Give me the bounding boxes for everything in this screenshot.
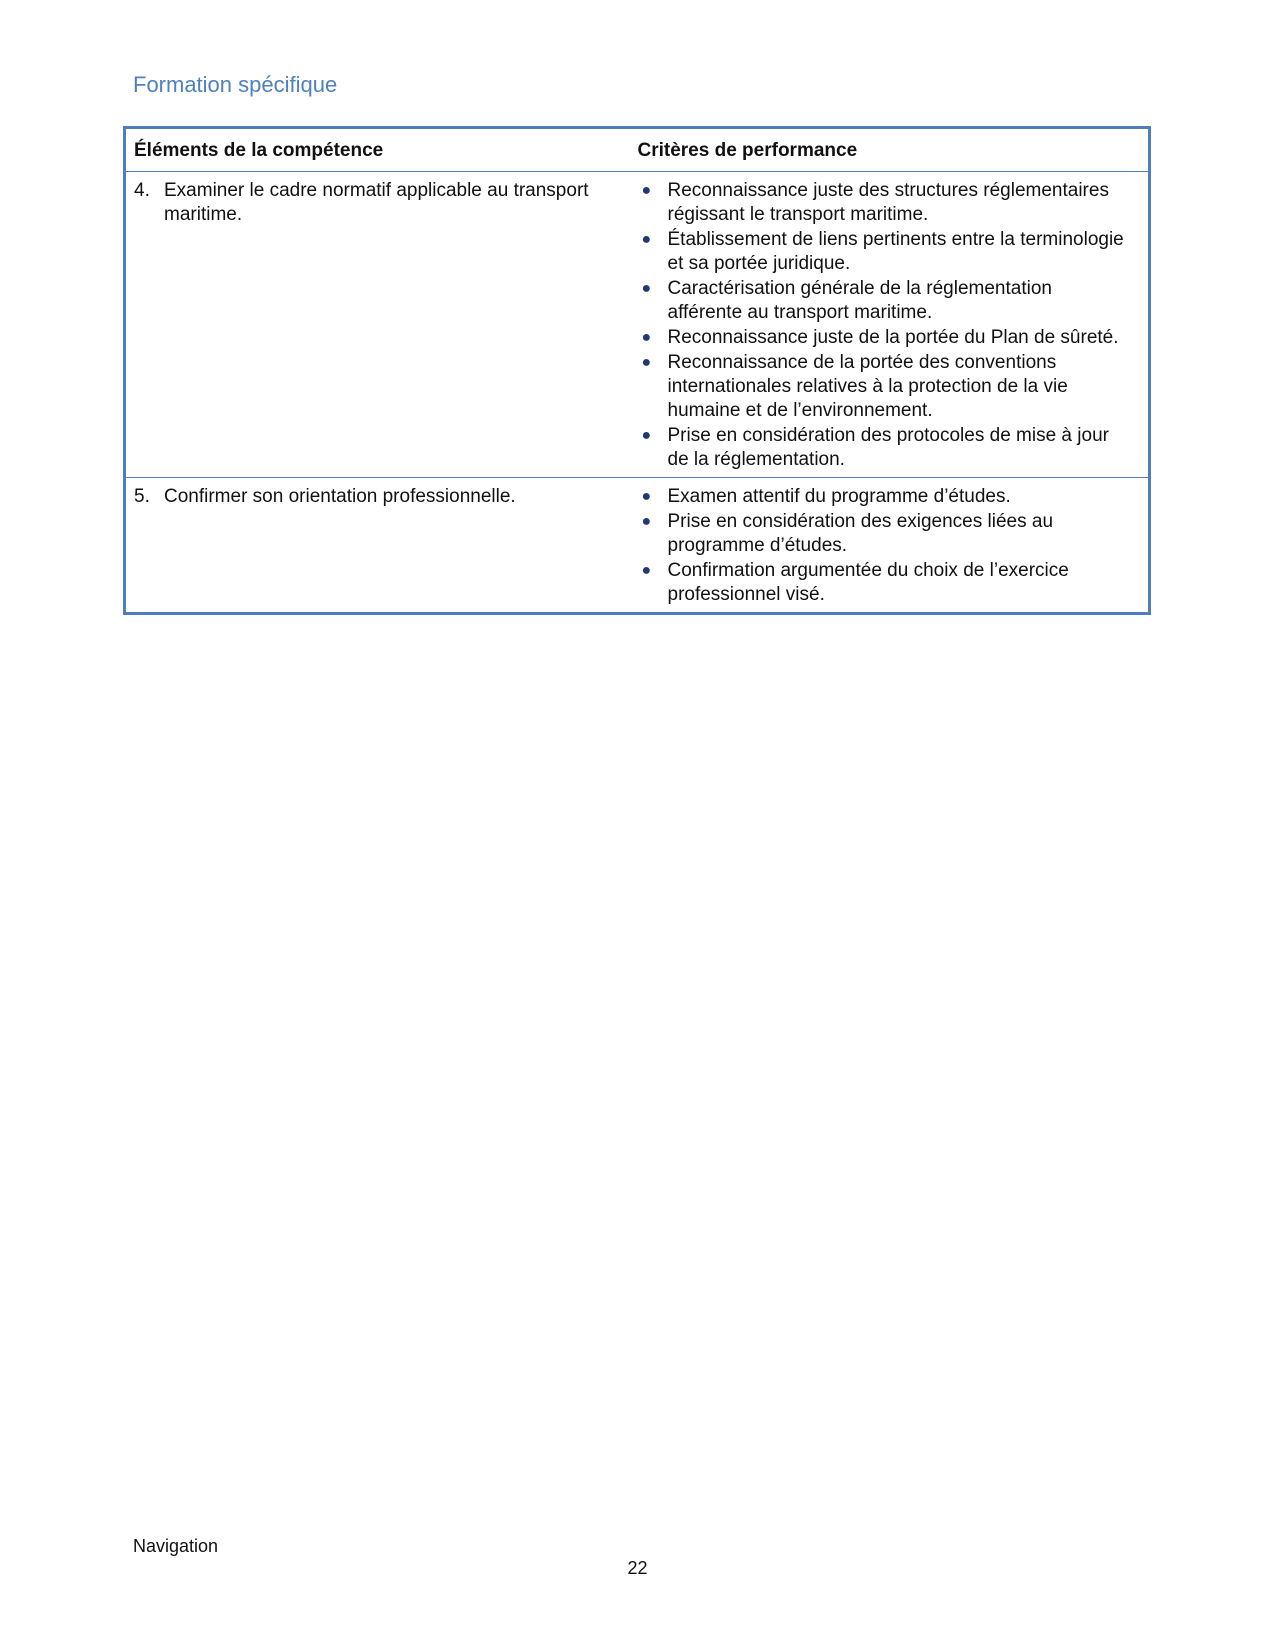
bullet-icon: ●: [641, 182, 652, 199]
element-number: 4.: [134, 180, 150, 201]
list-item: [639, 326, 1125, 350]
competence-table: [123, 126, 1151, 615]
bullet-icon: ●: [641, 562, 652, 579]
criterion-text: Confirmation argumentée du choix de l’exercice professionnel visé.: [667, 560, 1069, 605]
criteria-list: [639, 485, 1125, 607]
element-text: Confirmer son orientation professionnelle.: [164, 486, 516, 507]
criterion-text: Examen attentif du programme d’études.: [667, 486, 1011, 507]
bullet-icon: ●: [641, 231, 652, 248]
list-item: [639, 424, 1125, 472]
criterion-text: Reconnaissance juste de la portée du Plan de sûreté.: [667, 327, 1119, 348]
element-text: Examiner le cadre normatif applicable au transport maritime.: [164, 180, 589, 225]
element-cell: [125, 478, 630, 614]
bullet-icon: ●: [641, 354, 652, 371]
section-title: Formation spécifique: [133, 72, 338, 97]
bullet-icon: ●: [641, 513, 652, 530]
list-item: [639, 510, 1125, 558]
table-row: [125, 478, 1150, 614]
bullet-icon: ●: [641, 427, 652, 444]
table-row: [125, 172, 1150, 478]
criterion-text: Prise en considération des protocoles de mise à jour de la réglementation.: [667, 425, 1109, 470]
list-item: [639, 277, 1125, 325]
criterion-text: Établissement de liens pertinents entre la terminologie et sa portée juridique.: [667, 229, 1124, 274]
header-criteria: Critères de performance: [630, 128, 1150, 172]
list-item: [639, 485, 1125, 509]
criteria-list: [639, 179, 1125, 472]
element-cell: [125, 172, 630, 478]
criteria-cell: [630, 478, 1150, 614]
footer-program-name: Navigation: [133, 1536, 219, 1556]
list-item: [639, 559, 1125, 607]
list-item: [639, 228, 1125, 276]
list-item: [639, 351, 1125, 423]
bullet-icon: ●: [641, 329, 652, 346]
list-item: [639, 179, 1125, 227]
bullet-icon: ●: [641, 280, 652, 297]
criteria-cell: [630, 172, 1150, 478]
criterion-text: Reconnaissance de la portée des conventions internationales relatives à la protection de la vie humaine et de l’environnement.: [667, 352, 1068, 421]
page-number: 22: [627, 1558, 648, 1578]
element-number: 5.: [134, 486, 150, 507]
criterion-text: Caractérisation générale de la réglementation afférente au transport maritime.: [667, 278, 1052, 323]
table-header-row: [125, 128, 1150, 172]
criterion-text: Reconnaissance juste des structures réglementaires régissant le transport maritime.: [667, 180, 1109, 225]
criterion-text: Prise en considération des exigences liées au programme d’études.: [667, 511, 1054, 556]
bullet-icon: ●: [641, 488, 652, 505]
header-elements: Éléments de la compétence: [125, 128, 630, 172]
